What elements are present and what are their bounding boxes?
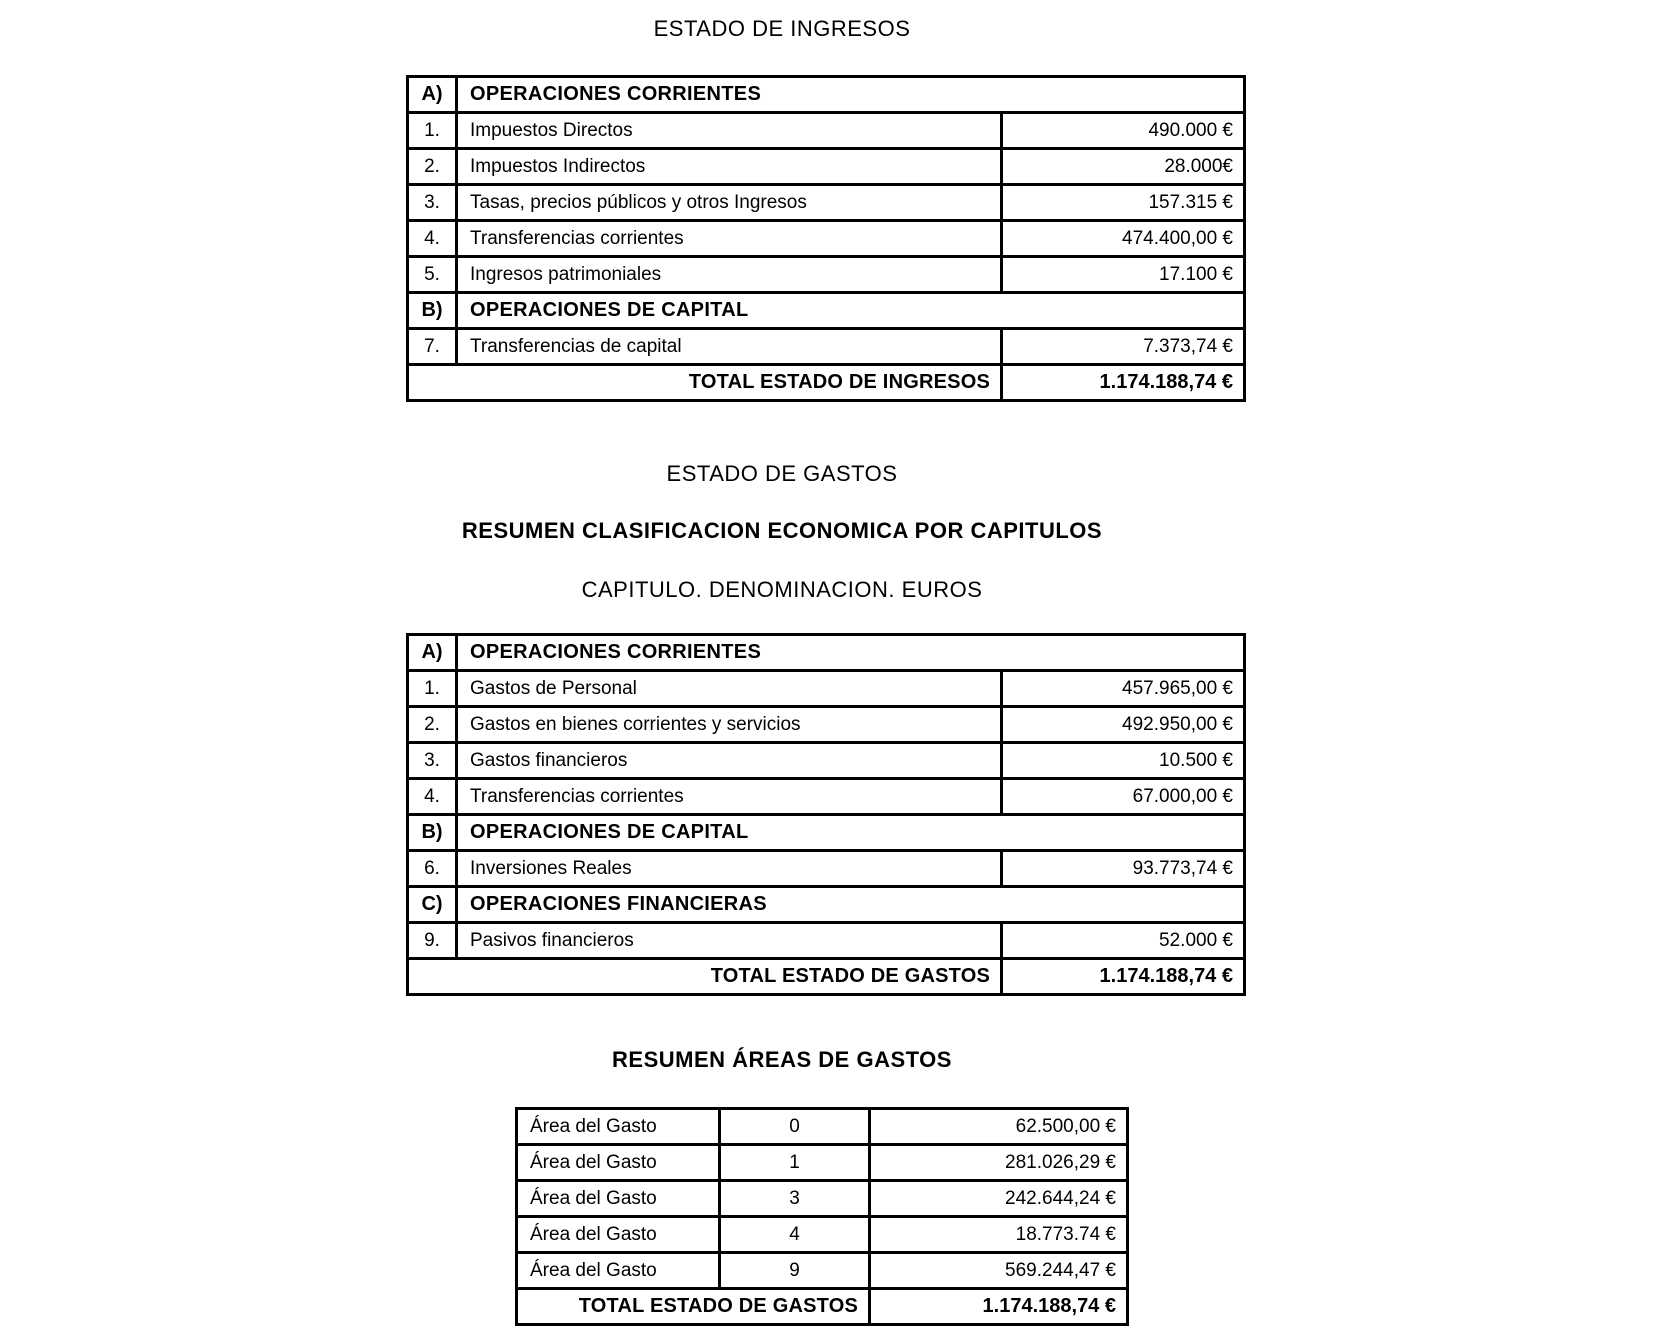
row-label: Pasivos financieros — [457, 923, 1002, 959]
chapter-number: 4. — [408, 221, 457, 257]
total-value: 1.174.188,74 € — [870, 1289, 1128, 1325]
chapter-number: 7. — [408, 329, 457, 365]
areas-table — [515, 1107, 1129, 1326]
total-value: 1.174.188,74 € — [1002, 959, 1245, 995]
chapter-number: 5. — [408, 257, 457, 293]
table-row — [408, 113, 1245, 149]
row-value: 52.000 € — [1002, 923, 1245, 959]
section-letter: A) — [408, 77, 457, 113]
section-header-label: OPERACIONES DE CAPITAL — [457, 815, 1245, 851]
gastos-column-note: CAPITULO. DENOMINACION. EUROS — [581, 577, 983, 602]
row-label: Transferencias de capital — [457, 329, 1002, 365]
row-label: Área del Gasto — [517, 1217, 720, 1253]
row-label: Tasas, precios públicos y otros Ingresos — [457, 185, 1002, 221]
table-row — [408, 149, 1245, 185]
row-label: Transferencias corrientes — [457, 779, 1002, 815]
area-number: 9 — [720, 1253, 870, 1289]
section-letter: B) — [408, 293, 457, 329]
chapter-number: 2. — [408, 707, 457, 743]
chapter-number: 3. — [408, 185, 457, 221]
table-row — [408, 185, 1245, 221]
row-value: 242.644,24 € — [870, 1181, 1128, 1217]
section-letter: B) — [408, 815, 457, 851]
table-row — [408, 329, 1245, 365]
table-row — [408, 635, 1245, 671]
area-number: 0 — [720, 1109, 870, 1145]
section-header-label: OPERACIONES DE CAPITAL — [457, 293, 1245, 329]
total-label: TOTAL ESTADO DE GASTOS — [408, 959, 1002, 995]
row-label: Inversiones Reales — [457, 851, 1002, 887]
row-label: Área del Gasto — [517, 1181, 720, 1217]
row-label: Impuestos Indirectos — [457, 149, 1002, 185]
ingresos-table — [406, 75, 1246, 402]
chapter-number: 2. — [408, 149, 457, 185]
row-value: 492.950,00 € — [1002, 707, 1245, 743]
table-row — [408, 743, 1245, 779]
table-row — [408, 959, 1245, 995]
row-label: Gastos financieros — [457, 743, 1002, 779]
row-value: 17.100 € — [1002, 257, 1245, 293]
ingresos-title: ESTADO DE INGRESOS — [653, 16, 911, 41]
chapter-number: 1. — [408, 113, 457, 149]
row-label: Gastos en bienes corrientes y servicios — [457, 707, 1002, 743]
table-row — [408, 707, 1245, 743]
area-number: 1 — [720, 1145, 870, 1181]
row-label: Área del Gasto — [517, 1145, 720, 1181]
row-value: 457.965,00 € — [1002, 671, 1245, 707]
chapter-number: 3. — [408, 743, 457, 779]
row-value: 18.773.74 € — [870, 1217, 1128, 1253]
row-label: Transferencias corrientes — [457, 221, 1002, 257]
area-number: 4 — [720, 1217, 870, 1253]
table-row — [517, 1181, 1128, 1217]
table-row — [517, 1289, 1128, 1325]
table-row — [408, 77, 1245, 113]
row-value: 281.026,29 € — [870, 1145, 1128, 1181]
chapter-number: 1. — [408, 671, 457, 707]
row-value: 93.773,74 € — [1002, 851, 1245, 887]
row-value: 62.500,00 € — [870, 1109, 1128, 1145]
table-row — [408, 293, 1245, 329]
table-row — [408, 851, 1245, 887]
row-label: Área del Gasto — [517, 1253, 720, 1289]
chapter-number: 6. — [408, 851, 457, 887]
total-value: 1.174.188,74 € — [1002, 365, 1245, 401]
row-value: 569.244,47 € — [870, 1253, 1128, 1289]
total-label: TOTAL ESTADO DE INGRESOS — [408, 365, 1002, 401]
row-value: 7.373,74 € — [1002, 329, 1245, 365]
table-row — [517, 1217, 1128, 1253]
gastos-title: ESTADO DE GASTOS — [666, 461, 898, 486]
table-row — [408, 257, 1245, 293]
gastos-subtitle: RESUMEN CLASIFICACION ECONOMICA POR CAPITULOS — [461, 518, 1103, 543]
table-row — [408, 815, 1245, 851]
areas-title: RESUMEN ÁREAS DE GASTOS — [612, 1047, 952, 1072]
row-value: 490.000 € — [1002, 113, 1245, 149]
area-number: 3 — [720, 1181, 870, 1217]
table-row — [408, 779, 1245, 815]
section-header-label: OPERACIONES FINANCIERAS — [457, 887, 1245, 923]
section-letter: C) — [408, 887, 457, 923]
chapter-number: 4. — [408, 779, 457, 815]
section-header-label: OPERACIONES CORRIENTES — [457, 77, 1245, 113]
table-row — [408, 221, 1245, 257]
table-row — [408, 923, 1245, 959]
table-row — [517, 1145, 1128, 1181]
row-label: Área del Gasto — [517, 1109, 720, 1145]
chapter-number: 9. — [408, 923, 457, 959]
row-label: Ingresos patrimoniales — [457, 257, 1002, 293]
row-value: 157.315 € — [1002, 185, 1245, 221]
row-label: Gastos de Personal — [457, 671, 1002, 707]
gastos-table — [406, 633, 1246, 996]
table-row — [408, 671, 1245, 707]
table-row — [517, 1109, 1128, 1145]
table-row — [408, 887, 1245, 923]
table-row — [408, 365, 1245, 401]
table-row — [517, 1253, 1128, 1289]
section-header-label: OPERACIONES CORRIENTES — [457, 635, 1245, 671]
row-value: 10.500 € — [1002, 743, 1245, 779]
total-label: TOTAL ESTADO DE GASTOS — [517, 1289, 870, 1325]
row-value: 28.000€ — [1002, 149, 1245, 185]
row-label: Impuestos Directos — [457, 113, 1002, 149]
row-value: 67.000,00 € — [1002, 779, 1245, 815]
section-letter: A) — [408, 635, 457, 671]
row-value: 474.400,00 € — [1002, 221, 1245, 257]
